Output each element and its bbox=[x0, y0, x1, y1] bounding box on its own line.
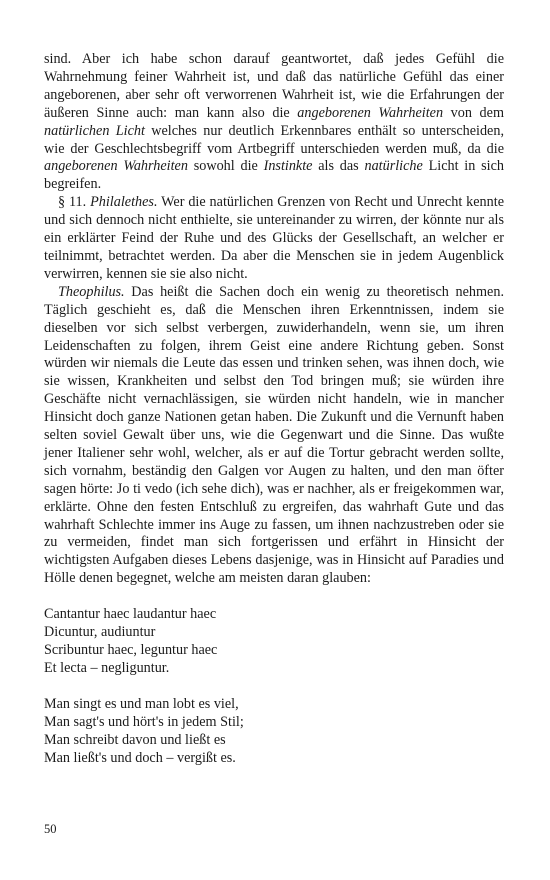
verse-line: Man schreibt davon und ließt es bbox=[44, 731, 226, 748]
spacer bbox=[44, 678, 504, 696]
text-run: sowohl die bbox=[187, 158, 264, 175]
german-verse bbox=[44, 696, 504, 768]
text-run: als das bbox=[312, 158, 365, 175]
text-run: Das heißt die Sachen doch ein wenig zu theoretisch nehmen. Täglich geschieht es, daß die Menschen ihren Erkenntnissen, indem sie dieselben vor sich selbst verbergen, zuwiderhandeln, wenn sie, um ihren Leidenschaften zu folgen, ihrem Geist eine andere Richtung geben. Sonst würden wir niemals die Leute das essen und trinken sehen, was ihnen doch, wie sie wissen, Krankheiten und selbst den Tod bringen muß; sie würden ihre Geschäfte nicht vernachlässigen, sie würden nicht handeln, wie in mancher Hinsicht doch ganze Nationen getan haben. Die Zukunft und die Vernunft haben selten soviel Gewalt über uns, wie die Gegenwart und die Sinne. Das wußte jener Italiener sehr wohl, welcher, als er auf die Tortur gebracht werden sollte, sich vornahm, beständig den Galgen vor Augen zu halten, und den man öfter sagen hörte: Jo ti vedo (ich sehe dich), was er nachher, als er freigekommen war, erklärte. Ohne den festen Entschluß zu ergreifen, das wahrhaft Gute und das wahrhaft Schlechte immer ins Auge zu fassen, um ihnen nachzustreben oder sie zu vermeiden, findet man sich fortgerissen und erfährt in Hinsicht der wichtigsten Aufgaben dieses Lebens dasjenige, was in Hinsicht auf Paradies und Hölle denen begegnet, welche am meisten daran glauben: bbox=[44, 283, 504, 587]
italic-run: angeborenen Wahrheiten bbox=[44, 158, 188, 175]
verse-line: Scribuntur haec, leguntur haec bbox=[44, 642, 218, 658]
italic-run: natürlichen Licht bbox=[44, 122, 145, 139]
verse-line: Man ließt's und doch – vergißt es. bbox=[44, 749, 236, 766]
verse-line: Dicuntur, audiuntur bbox=[44, 624, 156, 641]
verse-line: Man singt es und man lobt es viel, bbox=[44, 695, 239, 712]
page-number: 50 bbox=[44, 822, 57, 836]
italic-run: Philalethes. bbox=[90, 194, 158, 211]
text-run: Wer die natürlichen Grenzen von Recht und Unrecht kennte und sich dennoch nicht enthielte, sie untereinander zu wirren, der könnte nur als ein erklärter Feind der Ruhe und des Glücks der Gesellschaft, an welcher er teilnimmt, betrachtet werden. Da aber die Menschen sie in jedem Augenblick verwirren, kennen sie sie also nicht. bbox=[44, 194, 504, 282]
paragraph bbox=[44, 284, 504, 588]
italic-run: Instinkte bbox=[263, 158, 313, 175]
italic-run: angeborenen Wahrheiten bbox=[297, 104, 444, 121]
text-run: sind. Aber ich habe schon darauf geantwortet, daß jedes Gefühl die Wahrnehmung feiner Wahrheit ist, und daß das natürliche Gefühl das einer angeborenen, aber sehr oft verworrenen Wahrheit ist, wie die Erfahrungen der äußeren Sinne auch: man kann also die bbox=[44, 51, 504, 121]
prose-section bbox=[44, 51, 504, 588]
italic-run: natürliche bbox=[364, 158, 423, 175]
text-run: von dem bbox=[443, 104, 504, 121]
italic-run: Theophilus. bbox=[58, 283, 125, 300]
body-text bbox=[44, 51, 504, 767]
spacer bbox=[44, 588, 504, 606]
text-run: § 11. bbox=[58, 194, 91, 211]
verse-line: Cantantur haec laudantur haec bbox=[44, 606, 217, 623]
text-run: welches nur deutlich Erkennbares enthält so unterscheiden, wie der Geschlechtsbegriff vom Artbegriff unterschieden werden muß, da die bbox=[44, 122, 504, 157]
latin-verse bbox=[44, 606, 504, 678]
paragraph bbox=[44, 51, 504, 194]
verse-line: Man sagt's und hört's in jedem Stil; bbox=[44, 713, 244, 730]
text-run: Licht in sich begreifen. bbox=[44, 158, 504, 193]
verse-line: Et lecta – negliguntur. bbox=[44, 659, 170, 676]
paragraph bbox=[44, 194, 504, 284]
